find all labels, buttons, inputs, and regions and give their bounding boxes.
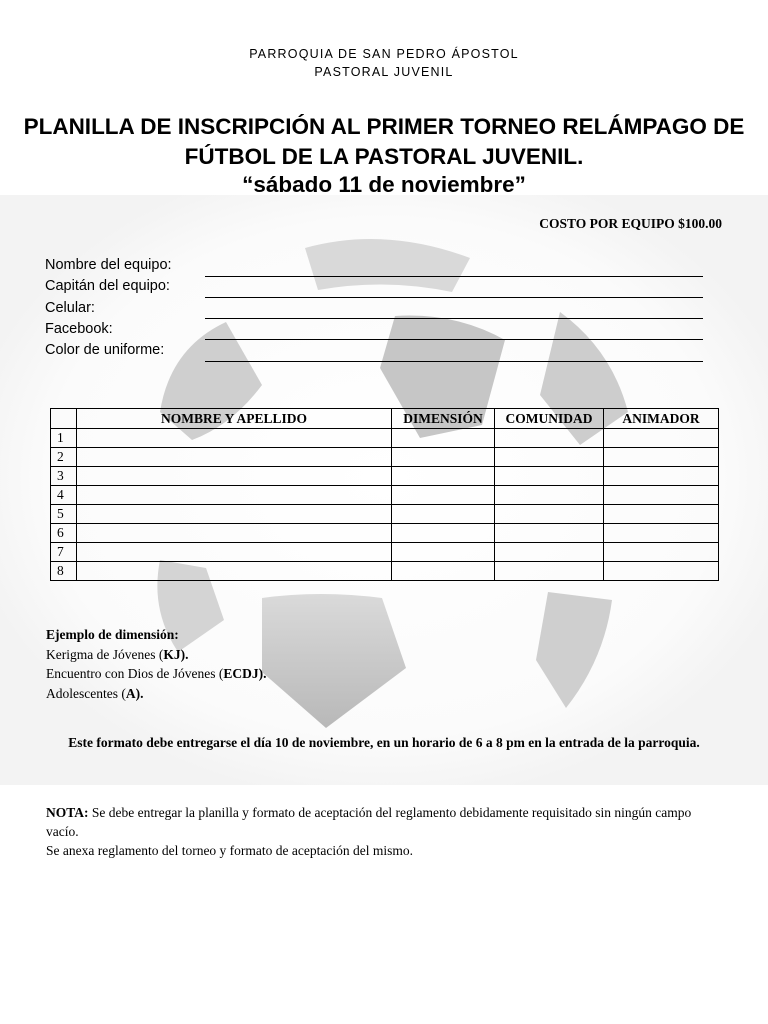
animator-cell[interactable] — [604, 486, 719, 505]
table-row — [51, 429, 719, 448]
team-name-field[interactable] — [205, 276, 703, 277]
team-captain-label: Capitán del equipo: — [45, 278, 170, 295]
example-item: Adolescentes (A). — [46, 685, 144, 701]
team-name-label: Nombre del equipo: — [45, 257, 172, 273]
row-number: 2 — [51, 448, 77, 467]
page-title-line-2: FÚTBOL DE LA PASTORAL JUVENIL. — [184, 144, 584, 169]
parish-name: PARROQUIA DE SAN PEDRO ÁPOSTOL — [249, 47, 519, 61]
name-cell[interactable] — [77, 562, 392, 581]
player-roster-table — [50, 408, 719, 581]
animator-cell[interactable] — [604, 524, 719, 543]
animator-cell[interactable] — [604, 448, 719, 467]
community-cell[interactable] — [495, 543, 604, 562]
community-cell[interactable] — [495, 562, 604, 581]
name-cell[interactable] — [77, 524, 392, 543]
animator-cell[interactable] — [604, 562, 719, 581]
column-header-number — [51, 409, 77, 429]
row-number: 8 — [51, 562, 77, 581]
name-cell[interactable] — [77, 505, 392, 524]
row-number: 3 — [51, 467, 77, 486]
community-cell[interactable] — [495, 505, 604, 524]
dimension-cell[interactable] — [392, 448, 495, 467]
community-cell[interactable] — [495, 429, 604, 448]
animator-cell[interactable] — [604, 543, 719, 562]
row-number: 4 — [51, 486, 77, 505]
event-date: “sábado 11 de noviembre” — [242, 172, 526, 197]
row-number: 7 — [51, 543, 77, 562]
facebook-field[interactable] — [205, 339, 703, 340]
row-number: 1 — [51, 429, 77, 448]
note-paragraph — [46, 803, 726, 841]
cost-per-team: COSTO POR EQUIPO $100.00 — [539, 216, 722, 231]
table-row — [51, 486, 719, 505]
example-item: Kerigma de Jóvenes (KJ). — [46, 646, 189, 662]
animator-cell[interactable] — [604, 429, 719, 448]
name-cell[interactable] — [77, 543, 392, 562]
uniform-color-field[interactable] — [205, 361, 703, 362]
community-cell[interactable] — [495, 448, 604, 467]
dimension-cell[interactable] — [392, 524, 495, 543]
row-number: 5 — [51, 505, 77, 524]
phone-field[interactable] — [205, 318, 703, 319]
animator-cell[interactable] — [604, 505, 719, 524]
note-text: Se debe entregar la planilla y formato de aceptación del reglamento debidamente requisitado sin ningún campo vacío. — [46, 805, 692, 839]
name-cell[interactable] — [77, 448, 392, 467]
table-row — [51, 562, 719, 581]
table-header-row — [51, 409, 719, 429]
animator-cell[interactable] — [604, 467, 719, 486]
table-row — [51, 543, 719, 562]
community-cell[interactable] — [495, 467, 604, 486]
ministry-name: PASTORAL JUVENIL — [314, 65, 454, 79]
table-row — [51, 448, 719, 467]
column-header-name: NOMBRE Y APELLIDO — [77, 409, 392, 429]
dimension-cell[interactable] — [392, 429, 495, 448]
dimension-examples — [46, 625, 266, 703]
column-header-dimension: DIMENSIÓN — [392, 409, 495, 429]
team-captain-field[interactable] — [205, 297, 703, 298]
note-annex: Se anexa reglamento del torneo y formato de aceptación del mismo. — [46, 843, 413, 858]
examples-heading: Ejemplo de dimensión: — [46, 627, 179, 642]
community-cell[interactable] — [495, 486, 604, 505]
table-row — [51, 467, 719, 486]
community-cell[interactable] — [495, 524, 604, 543]
note-section — [46, 803, 726, 860]
dimension-cell[interactable] — [392, 543, 495, 562]
dimension-cell[interactable] — [392, 467, 495, 486]
team-fields — [45, 255, 172, 361]
name-cell[interactable] — [77, 429, 392, 448]
table-row — [51, 524, 719, 543]
dimension-cell[interactable] — [392, 505, 495, 524]
facebook-label: Facebook: — [45, 320, 113, 337]
delivery-notice: Este formato debe entregarse el día 10 de noviembre, en un horario de 6 a 8 pm en la entrada de la parroquia. — [68, 735, 700, 750]
page-title: PLANILLA DE INSCRIPCIÓN AL PRIMER TORNEO RELÁMPAGO DE — [23, 114, 745, 139]
phone-label: Celular: — [45, 299, 95, 316]
column-header-community: COMUNIDAD — [495, 409, 604, 429]
table-row — [51, 505, 719, 524]
uniform-color-label: Color de uniforme: — [45, 342, 165, 359]
dimension-cell[interactable] — [392, 562, 495, 581]
dimension-cell[interactable] — [392, 486, 495, 505]
row-number: 6 — [51, 524, 77, 543]
column-header-animator: ANIMADOR — [604, 409, 719, 429]
name-cell[interactable] — [77, 486, 392, 505]
name-cell[interactable] — [77, 467, 392, 486]
note-label: NOTA: — [46, 805, 89, 820]
example-item: Encuentro con Dios de Jóvenes (ECDJ). — [46, 666, 267, 681]
